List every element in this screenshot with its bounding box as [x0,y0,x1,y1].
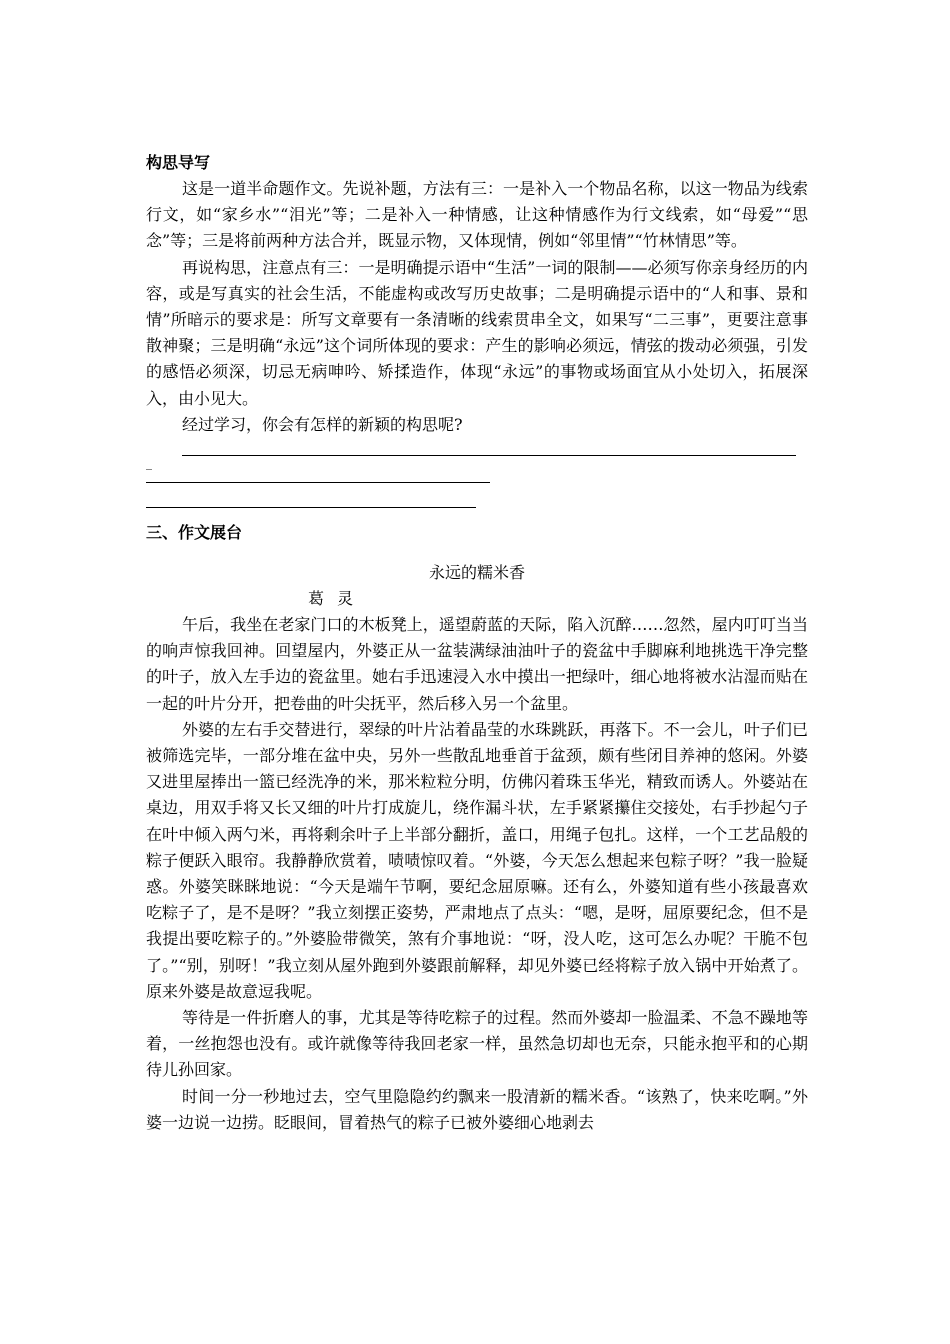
document-page [146,150,808,1136]
answer-line-dash: _ [146,456,152,471]
answer-line-2[interactable] [146,472,490,483]
guide-paragraph-2: 再说构思，注意点有三：一是明确提示语中“生活”一词的限制——必须写你亲身经历的内容，或是写真实的社会生活，不能虚构或改写历史故事；二是明确提示语中的“人和事、景和情”所暗示的要求是：所写文章要有一条清晰的线索贯串全文，如果写“二三事”，更要注意事散神聚；三是明确“永远”这个词所体现的要求：产生的影响必须远，情弦的拨动必须强，引发的感悟必须深，切忌无病呻吟、矫揉造作，体现“永远”的事物或场面宜从小处切入，拓展深入，由小见大。 [146,257,808,408]
guide-paragraph-3: 经过学习，你会有怎样的新颖的构思呢? [182,414,463,434]
guide-heading: 构思导写 [146,153,211,172]
answer-line-1[interactable] [182,438,796,456]
guide-paragraph-1: 这是一道半命题作文。先说补题，方法有三：一是补入一个物品名称，以这一物品为线索行文，如“家乡水”“泪光”等；二是补入一种情感，让这种情感作为行文线索，如“母爱”“思念”等；三是将前两种方法合并，既显示物，又体现情，例如“邻里情”“竹林情思”等。 [146,179,808,251]
essay-title: 永远的糯米香 [428,563,525,583]
answer-line-3[interactable] [146,483,476,508]
showcase-heading: 三、作文展台 [146,523,243,543]
essay-author: 葛 灵 [308,589,358,609]
essay-paragraph: 等待是一件折磨人的事，尤其是等待吃粽子的过程。然而外婆却一脸温柔、不急不躁地等着，一丝抱怨也没有。或许就像等待我回老家一样，虽然急切却也无奈，只能永抱平和的心期待儿孙回家。 [146,1008,808,1080]
essay-paragraph: 时间一分一秒地过去，空气里隐隐约约飘来一股清新的糯米香。“该熟了，快来吃啊。”外婆一边说一边捞。眨眼间，冒着热气的粽子已被外婆细心地剥去 [146,1086,808,1132]
essay-paragraph: 午后，我坐在老家门口的木板凳上，遥望蔚蓝的天际，陷入沉醉……忽然，屋内叮叮当当的响声惊我回神。回望屋内，外婆正从一盆装满绿油油叶子的瓷盆中手脚麻利地挑选干净完整的叶子，放入左手边的瓷盆里。她右手迅速浸入水中摸出一把绿叶，细心地将被水沾湿而贴在一起的叶片分开，把卷曲的叶尖抚平，然后移入另一个盆里。 [146,615,808,713]
essay-paragraph: 外婆的左右手交替进行，翠绿的叶片沾着晶莹的水珠跳跃，再落下。不一会儿，叶子们已被筛选完毕，一部分堆在盆中央，另外一些散乱地垂首于盆颈，颇有些闭目养神的悠闲。外婆又进里屋捧出一篮已经洗净的米，那米粒粒分明，仿佛闪着珠玉华光，精致而诱人。外婆站在桌边，用双手将又长又细的叶片打成旋儿，绕作漏斗状，左手紧紧攥住交接处，右手抄起勺子在叶中倾入两勺米，再将剩余叶子上半部分翻折，盖口，用绳子包扎。这样，一个工艺品般的粽子便跃入眼帘。我静静欣赏着，啧啧惊叹着。“外婆，今天怎么想起来包粽子呀？”我一脸疑惑。外婆笑眯眯地说：“今天是端午节啊，要纪念屈原嘛。还有么，外婆知道有些小孩最喜欢吃粽子了，是不是呀？”我立刻摆正姿势，严肃地点了点头：“嗯，是呀，屈原要纪念，但不是我提出要吃粽子的。”外婆脸带微笑，煞有介事地说：“呀，没人吃，这可怎么办呢？干脆不包了。”“别，别呀！”我立刻从屋外跑到外婆跟前解释，却见外婆已经将粽子放入锅中开始煮了。原来外婆是故意逗我呢。 [146,719,808,1001]
